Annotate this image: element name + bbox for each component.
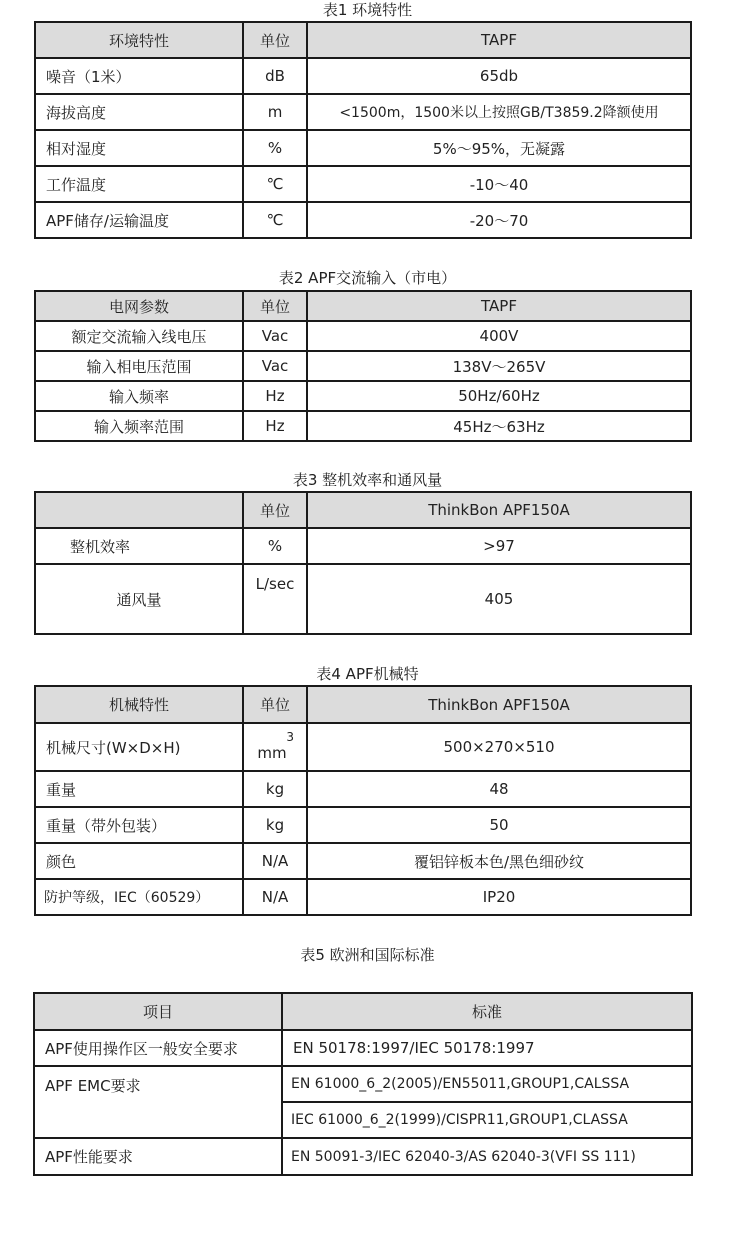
value-cell: -10～40 bbox=[307, 166, 691, 202]
table2-caption: 表2 APF交流输入（市电） bbox=[278, 269, 457, 287]
header-cell: 电网参数 bbox=[35, 291, 243, 321]
param-cell: 整机效率 bbox=[35, 528, 243, 564]
value-cell: 138V～265V bbox=[307, 351, 691, 381]
efficiency-table bbox=[34, 491, 692, 635]
value-cell: -20～70 bbox=[307, 202, 691, 238]
unit-cell: L/sec bbox=[243, 564, 307, 634]
table-row bbox=[35, 564, 691, 634]
unit-cell: dB bbox=[243, 58, 307, 94]
header-cell: 单位 bbox=[243, 291, 307, 321]
value-cell: 45Hz～63Hz bbox=[307, 411, 691, 441]
value-cell: 50 bbox=[307, 807, 691, 843]
header-cell: TAPF bbox=[307, 22, 691, 58]
unit-text: mm bbox=[257, 744, 287, 762]
param-cell: 重量 bbox=[35, 771, 243, 807]
unit-cell bbox=[243, 723, 307, 771]
value-cell: 覆铝锌板本色/黑色细砂纹 bbox=[307, 843, 691, 879]
grid-input-table bbox=[34, 290, 692, 442]
param-cell: 噪音（1米） bbox=[35, 58, 243, 94]
table-row bbox=[35, 807, 691, 843]
unit-cell: ℃ bbox=[243, 166, 307, 202]
table-row bbox=[35, 771, 691, 807]
header-cell: ThinkBon APF150A bbox=[307, 686, 691, 723]
standard-cell: EN 61000_6_2(2005)/EN55011,GROUP1,CALSSA bbox=[282, 1066, 692, 1102]
header-cell bbox=[35, 492, 243, 528]
table1-caption: 表1 环境特性 bbox=[322, 1, 413, 19]
value-cell: >97 bbox=[307, 528, 691, 564]
table-row bbox=[34, 1066, 692, 1102]
param-cell: 额定交流输入线电压 bbox=[35, 321, 243, 351]
param-cell: 防护等级，IEC（60529） bbox=[35, 879, 243, 915]
param-cell: 输入相电压范围 bbox=[35, 351, 243, 381]
param-cell: 相对湿度 bbox=[35, 130, 243, 166]
unit-cell: Hz bbox=[243, 381, 307, 411]
param-cell: APF储存/运输温度 bbox=[35, 202, 243, 238]
standard-cell: EN 50091-3/IEC 62040-3/AS 62040-3(VFI SS 111) bbox=[282, 1138, 692, 1175]
item-cell: APF使用操作区一般安全要求 bbox=[34, 1030, 282, 1066]
value-cell: 50Hz/60Hz bbox=[307, 381, 691, 411]
unit-cell: m bbox=[243, 94, 307, 130]
table-row bbox=[35, 58, 691, 94]
table-row bbox=[35, 130, 691, 166]
header-cell: 标准 bbox=[282, 993, 692, 1030]
item-cell: APF性能要求 bbox=[34, 1138, 282, 1175]
header-cell: ThinkBon APF150A bbox=[307, 492, 691, 528]
param-cell: 工作温度 bbox=[35, 166, 243, 202]
unit-cell: % bbox=[243, 130, 307, 166]
unit-superscript: 3 bbox=[286, 730, 294, 744]
table-row bbox=[35, 528, 691, 564]
table4-caption: 表4 APF机械特 bbox=[316, 665, 419, 683]
param-cell: 机械尺寸(W×D×H) bbox=[35, 723, 243, 771]
value-cell: <1500m，1500米以上按照GB/T3859.2降额使用 bbox=[307, 94, 691, 130]
table-row bbox=[35, 321, 691, 351]
param-cell: 颜色 bbox=[35, 843, 243, 879]
unit-cell: N/A bbox=[243, 843, 307, 879]
header-cell: 单位 bbox=[243, 492, 307, 528]
unit-cell: kg bbox=[243, 771, 307, 807]
table-row bbox=[35, 202, 691, 238]
table-row bbox=[35, 381, 691, 411]
table-row bbox=[35, 411, 691, 441]
table-row bbox=[35, 723, 691, 771]
param-cell: 重量（带外包装） bbox=[35, 807, 243, 843]
unit-cell: Vac bbox=[243, 351, 307, 381]
value-cell: 405 bbox=[307, 564, 691, 634]
param-cell: 输入频率范围 bbox=[35, 411, 243, 441]
value-cell: 65db bbox=[307, 58, 691, 94]
table-row bbox=[34, 1030, 692, 1066]
header-cell: 环境特性 bbox=[35, 22, 243, 58]
mechanical-table bbox=[34, 685, 692, 916]
value-cell: IP20 bbox=[307, 879, 691, 915]
param-cell: 通风量 bbox=[35, 564, 243, 634]
standard-cell: EN 50178:1997/IEC 50178:1997 bbox=[282, 1030, 692, 1066]
table3-caption: 表3 整机效率和通风量 bbox=[292, 471, 443, 489]
value-cell: 400V bbox=[307, 321, 691, 351]
unit-cell: % bbox=[243, 528, 307, 564]
table5-caption: 表5 欧洲和国际标准 bbox=[300, 946, 435, 964]
item-cell: APF EMC要求 bbox=[34, 1066, 282, 1138]
environment-table bbox=[34, 21, 692, 239]
header-cell: 单位 bbox=[243, 22, 307, 58]
table-row bbox=[35, 166, 691, 202]
param-cell: 海拔高度 bbox=[35, 94, 243, 130]
table-row bbox=[35, 879, 691, 915]
unit-cell: N/A bbox=[243, 879, 307, 915]
param-cell: 输入频率 bbox=[35, 381, 243, 411]
header-cell: 机械特性 bbox=[35, 686, 243, 723]
unit-cell: Hz bbox=[243, 411, 307, 441]
value-cell: 5%～95%，无凝露 bbox=[307, 130, 691, 166]
standard-cell: IEC 61000_6_2(1999)/CISPR11,GROUP1,CLASSA bbox=[282, 1102, 692, 1138]
header-cell: 项目 bbox=[34, 993, 282, 1030]
unit-cell: kg bbox=[243, 807, 307, 843]
value-cell: 48 bbox=[307, 771, 691, 807]
unit-cell: Vac bbox=[243, 321, 307, 351]
standards-table bbox=[33, 992, 693, 1176]
header-cell: 单位 bbox=[243, 686, 307, 723]
table-row bbox=[35, 94, 691, 130]
header-cell: TAPF bbox=[307, 291, 691, 321]
unit-cell: ℃ bbox=[243, 202, 307, 238]
table-row bbox=[34, 1138, 692, 1175]
table-row bbox=[35, 351, 691, 381]
table-row bbox=[35, 843, 691, 879]
value-cell: 500×270×510 bbox=[307, 723, 691, 771]
